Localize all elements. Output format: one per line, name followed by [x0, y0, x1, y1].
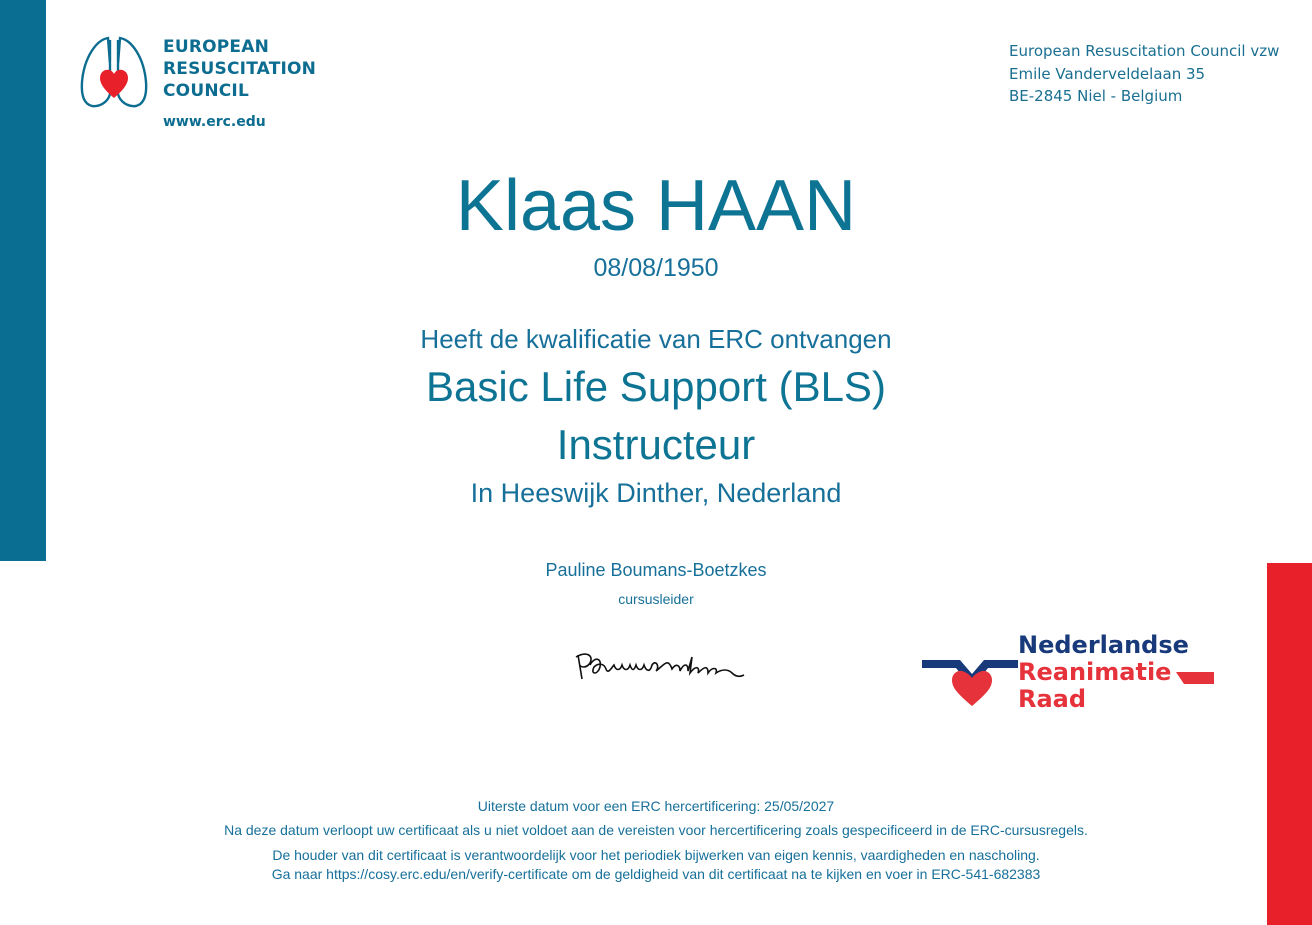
lungs-heart-icon: [78, 34, 150, 112]
address-line-2: Emile Vanderveldelaan 35: [1009, 64, 1206, 83]
course-title: Basic Life Support (BLS): [426, 363, 886, 410]
address-line-3: BE-2845 Niel - Belgium: [1009, 87, 1183, 105]
qualification-intro: Heeft de kwalificatie van ERC ontvangen: [420, 324, 892, 354]
nrr-heart-icon: [920, 630, 1018, 710]
course-location: In Heeswijk Dinther, Nederland: [470, 478, 842, 508]
erc-name: [163, 36, 316, 102]
erc-address: [1009, 40, 1279, 108]
erc-name-line-1: EUROPEAN: [163, 37, 270, 57]
responsibility-note: De houder van dit certificaat is verantwoordelijk voor het periodiek bijwerken van eigen kennis, vaardigheden en nascholing.: [272, 847, 1040, 863]
verify-note: Ga naar https://cosy.erc.edu/en/verify-certificate om de geldigheid van dit certificaat na te kijken en voer in ERC-541-682383: [271, 866, 1041, 882]
erc-name-line-3: COUNCIL: [163, 81, 249, 101]
erc-url: www.erc.edu: [163, 114, 266, 130]
expiry-note: Na deze datum verloopt uw certificaat als u niet voldoet aan de vereisten voor hercertificering zoals gespecificeerd in de ERC-cursusregels.: [224, 822, 1088, 838]
erc-logo: [78, 34, 348, 134]
signature: [572, 645, 748, 691]
role-title: Instructeur: [556, 421, 756, 468]
nrr-line-2: Reanimatie: [1018, 658, 1172, 686]
nrr-line-3: Raad: [1018, 685, 1087, 713]
address-line-1: European Resuscitation Council vzw: [1009, 42, 1280, 60]
holder-name: Klaas HAAN: [455, 166, 857, 246]
erc-name-line-2: RESUSCITATION: [163, 59, 317, 79]
course-leader-name: Pauline Boumans-Boetzkes: [545, 560, 767, 580]
nrr-logo: [920, 630, 1218, 712]
course-leader-title: cursusleider: [618, 591, 694, 607]
nrr-line-1: Nederlandse: [1018, 631, 1189, 659]
nrr-text: [1018, 632, 1189, 713]
recertification-deadline: Uiterste datum voor een ERC hercertificering: 25/05/2027: [477, 798, 835, 814]
birth-date: 08/08/1950: [593, 254, 719, 282]
